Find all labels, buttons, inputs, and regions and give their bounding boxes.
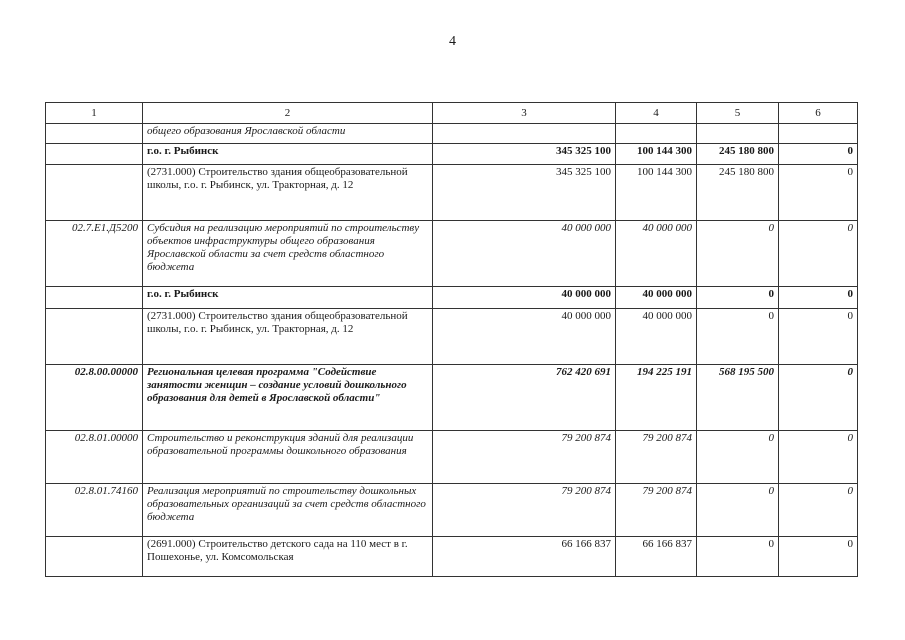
row-name: (2731.000) Строительство здания общеобразовательной школы, г.о. г. Рыбинск, ул. Тракторная, д. 12 <box>143 309 433 365</box>
row-value-5: 0 <box>697 287 779 309</box>
row-value-3: 40 000 000 <box>433 221 616 287</box>
column-header: 3 <box>433 103 616 124</box>
row-value-6: 0 <box>779 484 858 537</box>
row-name: Региональная целевая программа "Содействие занятости женщин – создание условий дошкольного образования для детей в Ярославской области" <box>143 365 433 431</box>
row-value-4: 79 200 874 <box>616 484 697 537</box>
row-value-6: 0 <box>779 537 858 577</box>
row-code <box>46 537 143 577</box>
table-row <box>46 309 858 365</box>
row-value-6: 0 <box>779 165 858 221</box>
column-header: 5 <box>697 103 779 124</box>
row-value-3: 345 325 100 <box>433 165 616 221</box>
row-value-6: 0 <box>779 431 858 484</box>
row-value-6: 0 <box>779 287 858 309</box>
row-value-5: 0 <box>697 221 779 287</box>
row-name: г.о. г. Рыбинск <box>143 287 433 309</box>
row-value-3: 762 420 691 <box>433 365 616 431</box>
row-value-4: 79 200 874 <box>616 431 697 484</box>
column-header: 2 <box>143 103 433 124</box>
row-value-6: 0 <box>779 144 858 165</box>
row-value-6 <box>779 124 858 144</box>
row-value-6: 0 <box>779 365 858 431</box>
row-code <box>46 144 143 165</box>
row-value-3 <box>433 124 616 144</box>
row-value-3: 66 166 837 <box>433 537 616 577</box>
row-value-4: 100 144 300 <box>616 165 697 221</box>
row-name: г.о. г. Рыбинск <box>143 144 433 165</box>
row-value-5: 0 <box>697 484 779 537</box>
row-code: 02.8.01.74160 <box>46 484 143 537</box>
column-header: 6 <box>779 103 858 124</box>
budget-table <box>45 102 858 577</box>
row-value-3: 40 000 000 <box>433 287 616 309</box>
row-value-5: 245 180 800 <box>697 144 779 165</box>
row-value-4 <box>616 124 697 144</box>
row-code <box>46 287 143 309</box>
row-code <box>46 165 143 221</box>
table-row <box>46 431 858 484</box>
row-value-6: 0 <box>779 221 858 287</box>
row-code <box>46 309 143 365</box>
row-value-4: 40 000 000 <box>616 287 697 309</box>
row-code: 02.7.E1.Д5200 <box>46 221 143 287</box>
row-value-3: 79 200 874 <box>433 484 616 537</box>
table-row <box>46 287 858 309</box>
row-value-5 <box>697 124 779 144</box>
row-value-3: 40 000 000 <box>433 309 616 365</box>
row-value-4: 40 000 000 <box>616 221 697 287</box>
row-value-5: 245 180 800 <box>697 165 779 221</box>
table-row <box>46 484 858 537</box>
row-name: (2691.000) Строительство детского сада на 110 мест в г. Пошехонье, ул. Комсомольская <box>143 537 433 577</box>
row-value-3: 345 325 100 <box>433 144 616 165</box>
row-value-5: 0 <box>697 309 779 365</box>
row-value-3: 79 200 874 <box>433 431 616 484</box>
table-row <box>46 144 858 165</box>
row-value-6: 0 <box>779 309 858 365</box>
row-code: 02.8.00.00000 <box>46 365 143 431</box>
column-number-row <box>46 103 858 124</box>
row-value-4: 40 000 000 <box>616 309 697 365</box>
row-value-5: 0 <box>697 431 779 484</box>
table-row <box>46 365 858 431</box>
table-row <box>46 124 858 144</box>
row-code: 02.8.01.00000 <box>46 431 143 484</box>
row-value-4: 100 144 300 <box>616 144 697 165</box>
row-code <box>46 124 143 144</box>
row-name: общего образования Ярославской области <box>143 124 433 144</box>
table-row <box>46 221 858 287</box>
column-header: 4 <box>616 103 697 124</box>
page-number: 4 <box>449 34 456 49</box>
row-name: Реализация мероприятий по строительству дошкольных образовательных организаций за счет средств областного бюджета <box>143 484 433 537</box>
row-name: (2731.000) Строительство здания общеобразовательной школы, г.о. г. Рыбинск, ул. Тракторная, д. 12 <box>143 165 433 221</box>
table-row <box>46 537 858 577</box>
row-value-4: 66 166 837 <box>616 537 697 577</box>
row-value-5: 0 <box>697 537 779 577</box>
column-header: 1 <box>46 103 143 124</box>
row-name: Субсидия на реализацию мероприятий по строительству объектов инфраструктуры общего образования Ярославской области за счет средств областного бюджета <box>143 221 433 287</box>
table-row <box>46 165 858 221</box>
row-value-5: 568 195 500 <box>697 365 779 431</box>
row-name: Строительство и реконструкция зданий для реализации образовательной программы дошкольного образования <box>143 431 433 484</box>
row-value-4: 194 225 191 <box>616 365 697 431</box>
